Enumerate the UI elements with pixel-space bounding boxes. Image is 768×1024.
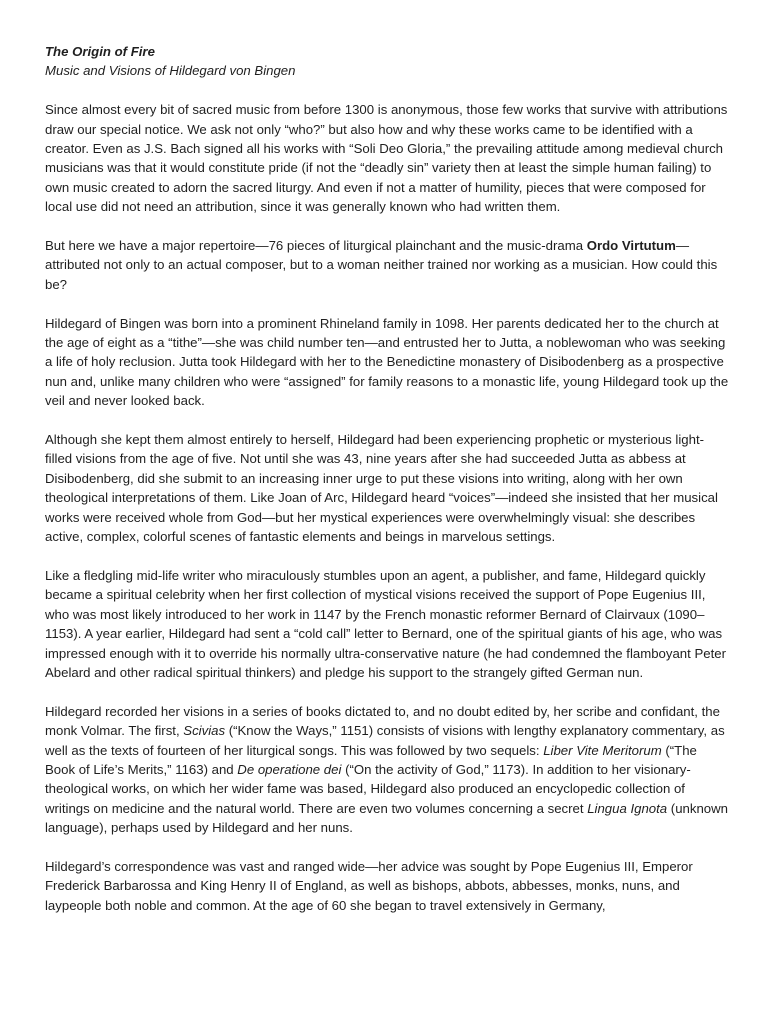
paragraph-7: Hildegard’s correspondence was vast and ranged wide—her advice was sought by Pope Eugenius III, Emperor Frederick Barbarossa and King Henry II of England, as well as bishops, abbots, abbesses, monks, nuns, and laypeople both noble and common. At the age of 60 she began to travel extensively in Germany, [45,858,693,913]
paragraph-6-text-a: Hildegard recorded her visions in a series of books dictated to, and no doubt edited by, her scribe and confidant, the monk Volmar. The first, [45,703,720,739]
paragraph-6-text-b: (“Know the Ways,” 1151) consists of visions with lengthy explanatory commentary, as well as the texts of fourteen of her liturgical songs. This was followed by two sequels: [45,723,725,758]
scivias-title: Scivias [183,723,226,739]
paragraph-2 [45,236,730,294]
paragraph-6-text-c: (“The Book of Life’s Merits,” 1163) and [45,742,697,777]
paragraph-3: Hildegard of Bingen was born into a prominent Rhineland family in 1098. Her parents dedicated her to the church at the age of eight as a “tithe”—she was child number ten—and entrusted her to Jutta, a noblewoman who was seeking a life of holy reclusion. Jutta took Hildegard with her to the Benedictine monastery of Disibodenberg as a prospective nun and, unlike many children who were “assigned” for family reasons to a monastic life, young Hildegard took up the veil and never looked back. [45,315,729,409]
liber-vite-meritorum-title: Liber Vite Meritorum [543,742,662,758]
paragraph-5: Like a fledgling mid-life writer who miraculously stumbles upon an agent, a publisher, and fame, Hildegard quickly became a spiritual celebrity when her first collection of mystical visions received the support of Pope Eugenius III, who was most likely introduced to her work in 1147 by the French monastic reformer Bernard of Clairvaux (1090–1153). A year earlier, Hildegard had sent a “cold call” letter to Bernard, one of the spiritual giants of his age, who was impressed enough with it to override his normally ultra-conservative nature (he had condemned the flamboyant Peter Abelard and other radical spiritual thinkers) and pledge his support to the strangely gifted German nun. [45,567,726,680]
de-operatione-dei-title: De operatione dei [237,761,342,777]
paragraph-6 [45,702,730,838]
paragraph-2-text-a: But here we have a major repertoire—76 pieces of liturgical plainchant and the music-drama [45,238,587,254]
ordo-virtutum-term: Ordo Virtutum [586,238,676,254]
paragraph-4: Although she kept them almost entirely to herself, Hildegard had been experiencing prophetic or mysterious light-filled visions from the age of five. Not until she was 43, nine years after she had succeeded Jutta as abbess at Disibodenberg, did she submit to an increasing inner urge to put these visions into writing, along with her own theological interpretations of them. Like Joan of Arc, Hildegard heard “voices”—indeed she insisted that her musical works were received whole from God—but her mystical experiences were overwhelmingly visual: she describes active, complex, colorful scenes of fantastic elements and beings in marvelous settings. [45,432,718,545]
paragraph-6-text-d: (“On the activity of God,” 1173). In addition to her visionary-theological works, on which her wider fame was based, Hildegard also produced an encyclopedic collection of writings on medicine and the natural world. There are even two volumes concerning a secret [45,761,691,816]
lingua-ignota-title: Lingua Ignota [587,800,668,816]
paragraph-1: Since almost every bit of sacred music from before 1300 is anonymous, those few works that survive with attributions draw our special notice. We ask not only “who?” but also how and why these works came to be identified with a creator. Even as J.S. Bach signed all his works with “Soli Deo Gloria,” the prevailing attitude among medieval church musicians was that it would constitute pride (if not the “deadly sin” variety then at least the simple human failing) to own music created to adorn the sacred liturgy. And even if not a matter of humility, pieces that were composed for local use did not need an attribution, since it was generally known who had written them. [45,102,728,215]
paragraph-2-text-b: —attributed not only to an actual composer, but to a woman neither trained nor working as a musician. How could this be? [45,238,718,292]
document-page [45,42,730,935]
paragraph-6-text-e: (unknown language), perhaps used by Hildegard and her nuns. [45,800,728,836]
document-subtitle: Music and Visions of Hildegard von Bingen [45,63,296,79]
document-title: The Origin of Fire [45,44,155,59]
